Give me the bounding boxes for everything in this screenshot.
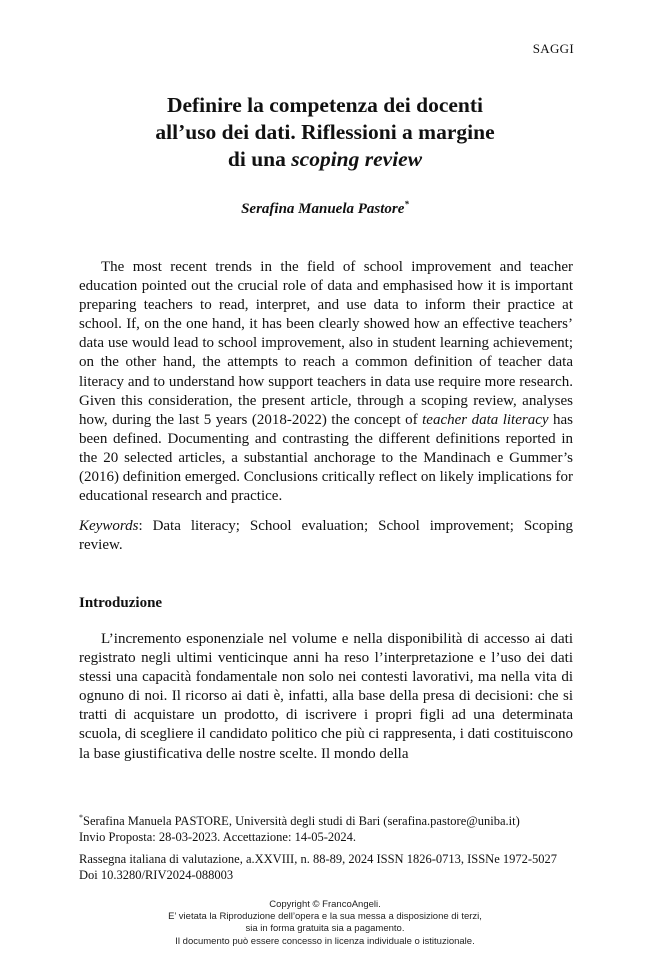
footnote-mark: * bbox=[79, 813, 83, 822]
title-line-1: Definire la competenza dei docenti bbox=[166, 93, 484, 117]
intro-paragraph: L’incremento esponenziale nel volume e nella disponibilità di accesso ai dati registrato negli ultimi venticinque anni ha reso l’interpretazione e l’uso dei dati stessi una capacità fondamentale non solo nei contesti lavorativi, ma nella vita di ognuno di noi. Il ricorso ai dati è, infatti, alla base della presa di decisioni: che si tratti di acquistare un prodotto, di iscrivere i propri figli ad una determinata scuola, di scegliere il candidato politico che più ci rappresenta, i dati costituiscono la base giustificativa delle nostre scelte. Il mondo della bbox=[79, 631, 574, 762]
copyright-line-1: Copyright © FrancoAngeli. bbox=[269, 899, 381, 910]
abstract-italic-term: teacher data literacy bbox=[422, 411, 549, 428]
abstract-part-2: has been defined. Documenting and contrasting the different definitions reported in the 20 selected articles, a substantial anchorage to the Mandinach e Gummer’s (2016) definition emerged. Conclusions critically reflect on likely implications for educational research and practice. bbox=[79, 411, 573, 505]
copyright-line-3: sia in forma gratuita sia a pagamento. bbox=[245, 923, 405, 935]
footnote-affiliation bbox=[79, 810, 579, 829]
footnote-dates: Invio Proposta: 28-03-2023. Accettazione: 14-05-2024. bbox=[79, 830, 357, 845]
copyright-line-2: E’ vietata la Riproduzione dell’opera e la sua messa a disposizione di terzi, bbox=[168, 911, 482, 923]
keywords bbox=[79, 517, 573, 555]
article-title bbox=[0, 92, 650, 173]
title-line-3-plain: di una bbox=[227, 147, 292, 171]
title-line-3-italic: scoping review bbox=[291, 147, 423, 171]
author-byline bbox=[0, 199, 650, 218]
title-line-3 bbox=[0, 146, 650, 173]
author-footnote-mark: * bbox=[404, 199, 409, 209]
keywords-text: : Data literacy; School evaluation; School improvement; Scoping review. bbox=[79, 518, 573, 554]
keywords-label: Keywords bbox=[79, 518, 139, 534]
author-name: Serafina Manuela Pastore bbox=[241, 201, 405, 217]
abstract-part-1: The most recent trends in the field of school improvement and teacher education pointed out the crucial role of data and emphasised how it is important preparing teachers to read, interpret, and use data to inform their practice at school. If, on the one hand, it has been clearly showed how an effective teachers’ data use would lead to school improvement, also in student learning achievement; on the other hand, the attempts to reach a common definition of teacher data literacy and to understand how support teachers in data use require more research. Given this consideration, the present article, through a scoping review, analyses how, during the last 5 years (2018-2022) the concept of bbox=[79, 259, 573, 428]
footnote-doi: Doi 10.3280/RIV2024-088003 bbox=[79, 868, 234, 883]
section-heading: Introduzione bbox=[79, 595, 163, 611]
copyright-line-4: Il documento può essere concesso in licenza individuale o istituzionale. bbox=[175, 935, 475, 947]
title-line-2: all’uso dei dati. Riflessioni a margine bbox=[155, 120, 495, 144]
footnote-affiliation-text: Serafina Manuela PASTORE, Università degli studi di Bari (serafina.pastore@uniba.it) bbox=[83, 814, 520, 829]
running-head: SAGGI bbox=[532, 41, 574, 56]
footnote-journal: Rassegna italiana di valutazione, a.XXVIII, n. 88-89, 2024 ISSN 1826-0713, ISSNe 1972-5027 bbox=[79, 852, 558, 867]
abstract bbox=[79, 258, 573, 506]
copyright-notice bbox=[0, 899, 650, 948]
footnotes bbox=[79, 810, 579, 883]
